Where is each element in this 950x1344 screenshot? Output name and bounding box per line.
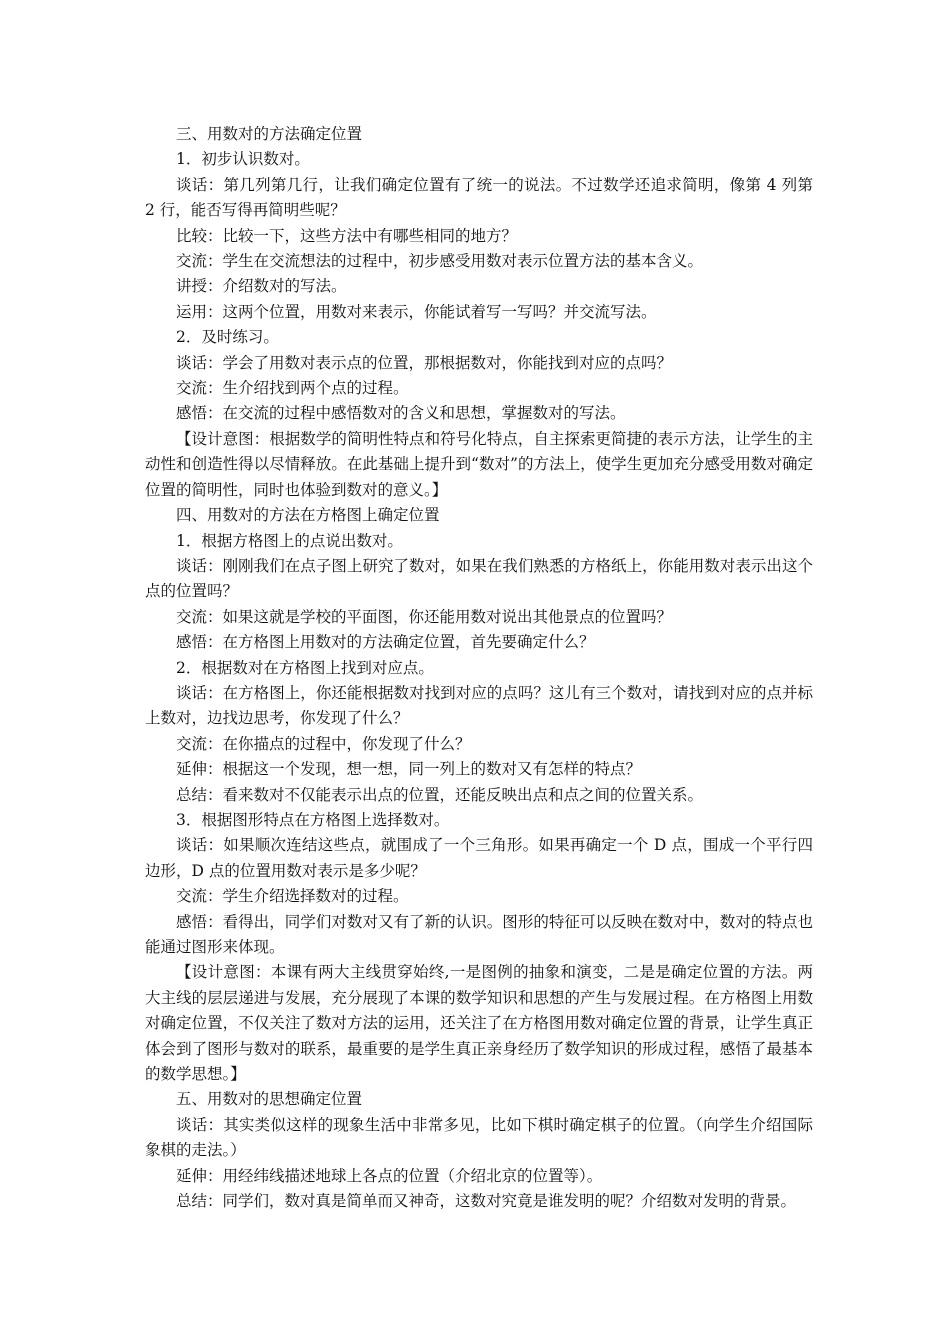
design-intent-note: 【设计意图：本课有两大主线贯穿始终,一是图例的抽象和演变，二是是确定位置的方法。两大主线的层层递进与发展，充分展现了本课的数学知识和思想的产生与发展过程。在方格图上用数对确定位置，不仅关注了数对方法的运用，还关注了在方格图用数对确定位置的背景，让学生真正体会到了图形与数对的联系，最重要的是学生真正亲身经历了数学知识的形成过程，感悟了最基本的数学思想。】	[145, 963, 813, 1084]
paragraph: 谈话：如果顺次连结这些点，就围成了一个三角形。如果再确定一个 D 点，围成一个平行四边形，D 点的位置用数对表示是多少呢？	[145, 836, 813, 880]
section-heading-4: 四、用数对的方法在方格图上确定位置	[176, 506, 440, 525]
paragraph: 感悟：在方格图上用数对的方法确定位置，首先要确定什么？	[176, 633, 595, 652]
paragraph: 比较：比较一下，这些方法中有哪些相同的地方？	[176, 226, 518, 245]
subheading-3-2: 2．及时练习。	[176, 328, 279, 347]
paragraph: 讲授：介绍数对的写法。	[176, 277, 347, 296]
paragraph: 谈话：学会了用数对表示点的位置，那根据数对，你能找到对应的点吗？	[176, 353, 673, 372]
subheading-4-1: 1．根据方格图上的点说出数对。	[176, 531, 403, 550]
paragraph: 交流：在你描点的过程中，你发现了什么？	[176, 734, 471, 753]
paragraph: 谈话：在方格图上，你还能根据数对找到对应的点吗？这儿有三个数对，请找到对应的点并标上数对，边找边思考，你发现了什么？	[145, 683, 813, 728]
subheading-3-1: 1．初步认识数对。	[176, 150, 310, 169]
design-intent-note: 【设计意图：根据数学的简明性特点和符号化特点，自主探索更简捷的表示方法，让学生的主动性和创造性得以尽情释放。在此基础上提升到“数对”的方法上，使学生更加充分感受用数对确定位置的简明性，同时也体验到数对的意义。】	[145, 429, 813, 499]
paragraph: 延伸：根据这一个发现，想一想，同一列上的数对又有怎样的特点？	[176, 760, 642, 779]
paragraph: 感悟：在交流的过程中感悟数对的含义和思想，掌握数对的写法。	[176, 404, 626, 423]
paragraph: 延伸：用经纬线描述地球上各点的位置（介绍北京的位置等）。	[176, 1166, 603, 1185]
paragraph: 交流：学生在交流想法的过程中，初步感受用数对表示位置方法的基本含义。	[176, 252, 704, 271]
document-page	[145, 122, 813, 1214]
paragraph: 交流：学生介绍选择数对的过程。	[176, 887, 409, 906]
section-heading-3: 三、用数对的方法确定位置	[176, 125, 363, 143]
paragraph: 交流：生介绍找到两个点的过程。	[176, 379, 409, 398]
section-heading-5: 五、用数对的思想确定位置	[176, 1090, 363, 1109]
subheading-4-2: 2．根据数对在方格图上找到对应点。	[176, 658, 434, 677]
subheading-4-3: 3．根据图形特点在方格图上选择数对。	[176, 810, 450, 829]
paragraph: 感悟：看得出，同学们对数对又有了新的认识。图形的特征可以反映在数对中，数对的特点也能通过图形来体现。	[145, 912, 813, 956]
paragraph: 谈话：第几列第几行，让我们确定位置有了统一的说法。不过数学还追求简明，像第 4 列第 2 行，能否写得再简明些呢？	[145, 175, 813, 220]
paragraph: 交流：如果这就是学校的平面图，你还能用数对说出其他景点的位置吗？	[176, 607, 673, 626]
paragraph: 总结：同学们，数对真是简单而又神奇，这数对究竟是谁发明的呢？介绍数对发明的背景。	[176, 1192, 797, 1211]
paragraph: 总结：看来数对不仅能表示出点的位置，还能反映出点和点之间的位置关系。	[176, 785, 704, 804]
paragraph: 谈话：其实类似这样的现象生活中非常多见，比如下棋时确定棋子的位置。（向学生介绍国际象棋的走法。）	[145, 1115, 813, 1160]
paragraph: 谈话：刚刚我们在点子图上研究了数对，如果在我们熟悉的方格纸上，你能用数对表示出这个点的位置吗？	[145, 556, 813, 601]
paragraph: 运用：这两个位置，用数对来表示，你能试着写一写吗？并交流写法。	[176, 302, 657, 321]
